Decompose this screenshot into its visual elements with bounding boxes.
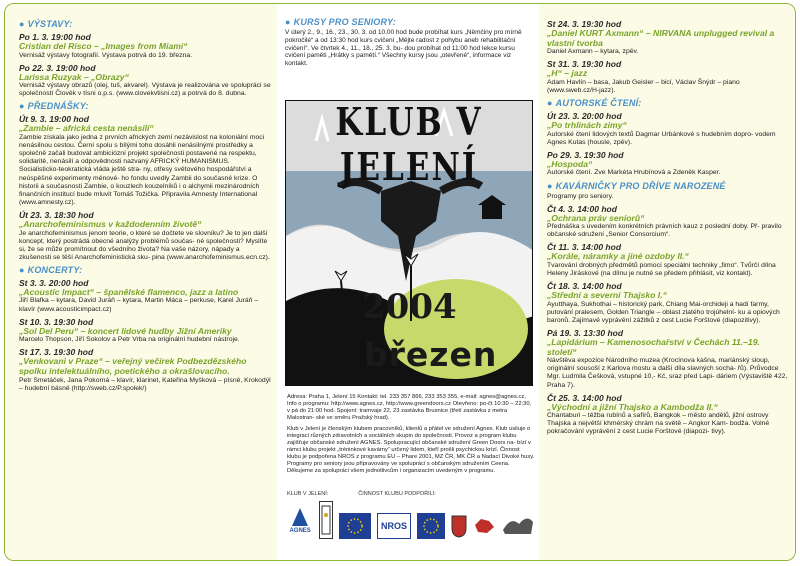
event-title: „Venkovani v Praze“ – veřejný večírek Podbezdězského spolku intelektuálního, poetického a okrašlovacího. xyxy=(19,356,247,376)
event-title: „Ochrana práv seniorů“ xyxy=(547,212,645,223)
event-item xyxy=(547,204,789,240)
divoke-husy-logo xyxy=(501,509,535,539)
logos-labels xyxy=(287,491,535,497)
event-desc: Návštěva expozice Národního muzea (Krocínova kašna, mariánský sloup, originální sousoší z Karlova mostu a další díla slavných socha- řů). Průvodce Mgr. Ludmila Češková, vstupné 10,- Kč, sraz před Lapi- dáriem (Výstaviště 422, Praha 7). xyxy=(547,357,788,389)
event-title: „H“ – jazz xyxy=(547,68,588,79)
eu-stars-icon xyxy=(340,515,370,537)
event-desc: Adam Havlín – basa, Jakub Geisler – bicí, Václav Šnýdr – piano (www.sweb.cz/H-jazz). xyxy=(547,78,740,94)
event-desc: Autorské čtení lidových textů Dagmar Urbánkové s hudebním dopro- vodem Agnes Kutas (housle, zpěv). xyxy=(547,130,776,146)
crest-icon xyxy=(451,514,467,538)
event-desc: Autorské čtení. Zve Markéta Hrubínová a Zdeněk Kasper. xyxy=(547,169,721,177)
event-title: „Střední a severní Thajsko I.“ xyxy=(547,290,667,301)
event-title: „Sol Del Peru“ – koncert lidové hudby Jižní Ameriky xyxy=(19,325,232,336)
logo-row xyxy=(287,501,535,539)
event-title: „Lapidárium – Kamenosochařství v Čechách 11.–19. století“ xyxy=(547,337,760,357)
eu-flag-logo xyxy=(339,513,371,539)
bullet-icon: ● xyxy=(19,19,25,29)
event-date: Po 29. 3. 19:30 hod xyxy=(547,149,624,160)
event-item xyxy=(547,328,789,390)
geese-icon xyxy=(501,510,535,538)
green-doors-icon xyxy=(320,503,332,537)
section-kavarnicky-heading: ● KAVÁRNIČKY PRO DŘÍVE NAROZENÉ xyxy=(547,180,726,191)
section-kursy-heading: ● KURSY PRO SENIORY: xyxy=(285,17,396,27)
event-desc: Chantaburi – těžba rubínů a safírů, Bangkok – město andělů, jižní ostrovy Thajska a největší khmérský chrám na světě – Angkor Kam- bodža. Volné pokračování vyprávění z cest Lucie Forštové (diapozi- tivy). xyxy=(547,412,770,436)
event-title: Cristian del Risco – „Images from Miami“ xyxy=(19,41,188,51)
event-desc: Vernisáž výstavy obrazů (olej, tuš, akvarel). Výstava je realizována ve spolupráci se společností Člověk v tísni o.p.s. (www.clovekvtisni.cz) a potrvá do 8. dubna. xyxy=(19,82,271,98)
event-item xyxy=(547,111,789,147)
eu-stars-icon xyxy=(418,515,444,537)
section-vystavy-heading: ● VÝSTAVY: xyxy=(19,19,73,29)
map-icon xyxy=(473,515,495,537)
event-item xyxy=(19,114,271,206)
event-date: Út 23. 3. 18:30 hod xyxy=(19,209,94,220)
event-item xyxy=(547,242,789,278)
event-title: „Anarchofeminismus v každodenním životě“ xyxy=(19,218,202,229)
logos-label-club: KLUB V JELENÍ: xyxy=(287,491,329,497)
event-title: „Po trhlinách zimy“ xyxy=(547,120,627,131)
event-title: „Acoustic Impact“ – španělské flamenco, jazz a latino xyxy=(19,286,239,297)
logos-label-sponsors: ČINNOST KLUBU PODPOŘILI: xyxy=(358,491,436,497)
sponsor-logos xyxy=(287,491,535,539)
bullet-icon: ● xyxy=(19,101,25,112)
event-desc: Jiří Blafka – kytara, David Juráň – kytara, Martin Máca – perkuse, Karel Juráň – klavír (www.acousticimpact.cz) xyxy=(19,297,259,313)
event-date: St 31. 3. 19:30 hod xyxy=(547,59,622,70)
event-date: St 10. 3. 19:30 hod xyxy=(19,316,94,327)
kursy-desc: V úterý 2., 9., 16., 23., 30. 3. od 10.00 hod bude probíhat kurs „Němčiny pro mírně pokročilé“ a od 13:30 hod kurs cvičení „Mějte radost z pohybu aneb rehabilitační cvičení“. Ve čtvrtek 4., 11., 18., 25. 3. bu- dou probíhat od 11:00 hod lekce kursu cvičení paměti „Hrátky s pamětí.“ Všechny kursy jsou „otevřené“, informace viz kontakt. xyxy=(285,29,522,68)
event-title: „Korále, náramky a jiné ozdoby II.“ xyxy=(547,251,689,262)
event-date: Po 22. 3. 19:00 hod xyxy=(19,62,96,73)
event-desc: Tvarování drobných předmětů pomocí speciální techniky „fimo“. Tvůrčí dílna Heleny Jiráskové (na dílnu je nutné se předem přihlásit, viz kontakt). xyxy=(547,262,776,278)
bullet-icon: ● xyxy=(19,264,25,275)
czech-map-logo xyxy=(473,513,495,539)
middle-column xyxy=(277,4,539,560)
club-info xyxy=(287,394,535,475)
event-date: St 3. 3. 20:00 hod xyxy=(19,277,89,288)
event-title: „Daniel KURT Axmann“ – NIRVANA unplugged revival a vlastní tvorba xyxy=(547,28,775,48)
event-item xyxy=(547,59,789,95)
section-koncerty-heading: ● KONCERTY: xyxy=(19,264,83,275)
event-desc: Přednáška s uvedením konkrétních právních kauz z poslední doby. Př- pravilo občanské sdružení „Senior Consorcium“. xyxy=(547,223,782,239)
club-about: Klub v Jelení je členským klubem pracovníků, klientů a přátel ve sdružení Agnes. Klub usiluje o integraci různých zdravotních a sociálních skupin do společnosti. Provoz a program klubu zajišťuje občanské sdružení AGNES. Spolupracující občanské sdružení Green Doors na- bízí v rámci klubu projekt „tréninkové kavárny“ určený lidem, kteří prošli psychickou krizí. Činnost klubu je podpořena NROS z programu EU – Phare 2001, MZ ČR, MK ČR a Nadací Divoké husy. Programy pro seniory jsou připravovány ve spolupráci s občanským sdružením Ceena. Děkujeme za spolupráci všem jednotlivcům i organizacím uvedeným v programu. xyxy=(287,426,535,474)
event-desc: Vernisáž výstavy fotografií. Výstava potrvá do 19. března. xyxy=(19,51,193,59)
event-desc: Je anarchofeminismus jenom teorie, o které se dočtete ve slovníku? Je to jen další koncept, který postrádá obecné analýzy problémů součas- né společnosti? Myslíte si, že se může promítnout do všedního života? Na vaše názory, nápady a zkušenosti se těší Anarchofeministická sku- pina (www.anarchofeminismus.ecn.cz). xyxy=(19,229,270,261)
event-desc: Petr Smetáček, Jana Pokorná – klavír, klarinet, Kateřina Myšková – písně, Krokodýl – hudební básně (http://sweb.cz/P.spolek/) xyxy=(19,376,271,392)
event-desc: Zambie získala jako jedna z prvních afrických zemí nezávislost na koloniální moci nenásilnou cestou. Černí spolu s bílými toho dosáhli nenásilnými prostředky a společně začali budovat ambiciózní projekt společnosti postavené na respektu, solidaritě, nenásilí a odpovědnosti nazvaný AFRICKÝ HUMANISMUS. Socialisticko-teokratická vláda ještě stra- ny, otřesy světového hospodářství a neúspěšné experimenty měnové- ho fondu uvedly Zambii do současné krize. O historii a současnosti Zambie, o kouzlech kouzelníků i o alchymii mezinárodních finančních institucí bude mluvit Tomáš Tožička. Připravila Amnesty International (www.amnesty.cz). xyxy=(19,134,265,206)
agnes-logo: AGNES xyxy=(287,501,313,539)
event-item xyxy=(547,281,789,325)
green-doors-logo xyxy=(319,501,333,539)
event-date: St 24. 3. 19:30 hod xyxy=(547,19,622,29)
event-item xyxy=(19,32,271,60)
event-item xyxy=(547,150,789,178)
event-desc: Ayutthaya, Sukhothai – historický park, Chiang Mai-orchideji a hadí farmy, putování pralesem, Golden Triangle – oblast zlatého trojúhelní- ku a opiových baronů. Zajímavé vyprávění zážitků z cest Lucie Forštové (diapozitivy). xyxy=(547,300,780,324)
event-desc: Daniel Axmann – kytara, zpěv. xyxy=(547,48,639,56)
bullet-icon: ● xyxy=(547,98,553,109)
event-item xyxy=(19,63,271,99)
program-sheet xyxy=(4,3,796,561)
kursy-section xyxy=(285,14,535,68)
event-date: Po 1. 3. 19:00 hod xyxy=(19,32,91,42)
event-date: Čt 25. 3. 14:00 hod xyxy=(547,392,622,403)
kavarnicky-intro: Programy pro seniory. xyxy=(547,192,614,200)
ministry-crest-logo xyxy=(451,513,467,539)
event-title: „Hospoda“ xyxy=(547,158,593,169)
event-date: Pá 19. 3. 13:30 hod xyxy=(547,328,624,339)
section-autorske-heading: ● AUTORSKÉ ČTENÍ: xyxy=(547,98,642,109)
bullet-icon: ● xyxy=(547,180,553,191)
event-desc: Marcelo Thopson, Jiří Sokolov a Petr Vrba na originální hudební nástroje. xyxy=(19,336,240,344)
event-item xyxy=(19,210,271,262)
event-item xyxy=(19,347,271,392)
event-title: „Východní a jižní Thajsko a Kambodža II.“ xyxy=(547,401,718,412)
club-address: Adresa: Praha 1, Jelení 15 Kontakt: tel. 233 357 866, 233 353 355, e-mail: agnes@agnes.cz, Info o programu: http://www.agnes.cz, http://www.greendoors.cz Otevřeno: po-čt 10:30 – 22:30, v pá do 21:00 hod. Spojení: tramvaje 22, 23 zastávka Brusnice (třetí zastávka z metra Malostran- ské ve směru Pražský hrad). xyxy=(287,394,532,421)
section-prednasky-heading: ● PŘEDNÁŠKY: xyxy=(19,101,89,112)
event-title: „Zambie – africká cesta nenásilí“ xyxy=(19,123,154,134)
event-item xyxy=(547,393,789,437)
event-date: Čt 11. 3. 14:00 hod xyxy=(547,242,622,253)
left-column xyxy=(5,4,277,560)
eu-flag-logo-2 xyxy=(417,513,445,539)
event-title: Larissa Ruzyak – „Obrazy“ xyxy=(19,71,129,82)
event-date: Čt 4. 3. 14:00 hod xyxy=(547,203,617,214)
event-date: St 17. 3. 19:30 hod xyxy=(19,347,94,358)
event-item xyxy=(19,278,271,314)
poster-illustration xyxy=(285,100,533,386)
agnes-bird-icon xyxy=(290,506,310,528)
event-item xyxy=(547,19,789,56)
right-column xyxy=(539,4,796,560)
poster-title: KLUB V JELENÍ xyxy=(335,100,483,190)
event-date: Čt 18. 3. 14:00 hod xyxy=(547,281,622,292)
poster-month: březen xyxy=(364,335,498,374)
event-item xyxy=(19,317,271,345)
event-date: Út 9. 3. 19:00 hod xyxy=(19,114,89,125)
bullet-icon: ● xyxy=(285,17,291,27)
poster-year: 2004 xyxy=(362,287,457,327)
event-date: Út 23. 3. 20:00 hod xyxy=(547,111,622,122)
nros-logo: NROS xyxy=(377,513,411,539)
